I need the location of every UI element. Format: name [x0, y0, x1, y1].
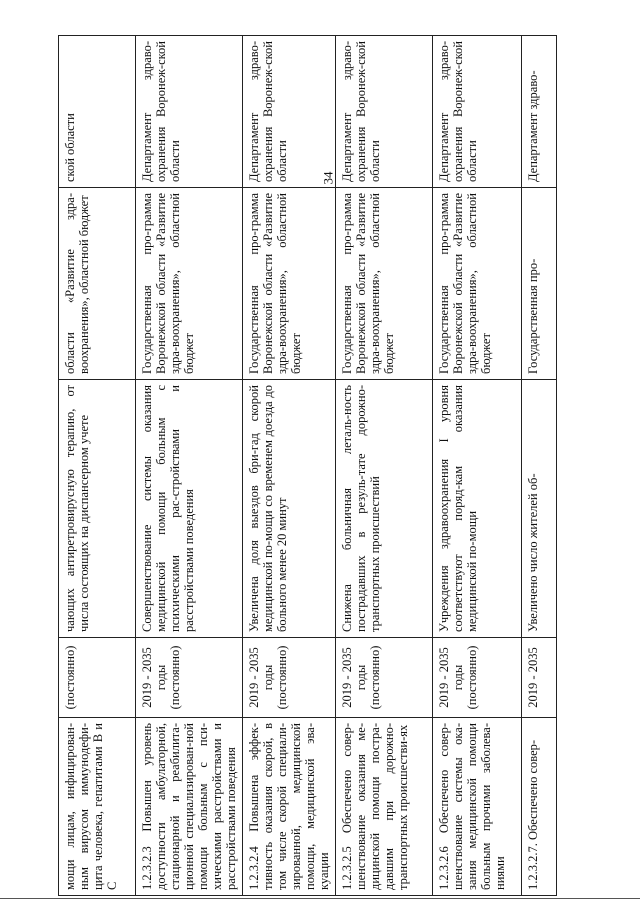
- table-row: [522, 36, 557, 896]
- page-edge-divider: [0, 898, 640, 899]
- executor-cell: Департамент здраво-охранения Воронеж-ской области: [336, 36, 433, 188]
- period-cell: 2019 - 2035 годы (постоянно): [433, 638, 522, 718]
- table-row: [336, 36, 433, 896]
- program-cell: области «Развитие здра-воохранения», областной бюджет: [59, 188, 136, 380]
- table-row: [433, 36, 522, 896]
- result-cell: Увеличено число жителей об-: [522, 380, 557, 638]
- measures-table: [58, 35, 557, 896]
- program-cell: Государственная про-грамма Воронежской области «Развитие здра-воохранения», областной бюджет: [136, 188, 243, 380]
- table-row: [59, 36, 136, 896]
- program-cell: Государственная про-грамма Воронежской области «Развитие здра-воохранения», областной бюджет: [336, 188, 433, 380]
- table-row: [136, 36, 243, 896]
- period-cell: 2019 - 2035 годы (постоянно): [243, 638, 336, 718]
- program-cell: Государственная про-: [522, 188, 557, 380]
- executor-cell: Департамент здраво-охранения Воронеж-ской области: [136, 36, 243, 188]
- result-cell: Совершенствование системы оказания медицинской помощи больным с психическими рас-стройствами и расстройствами поведения: [136, 380, 243, 638]
- result-cell: Увеличена доля выездов бри-гад скорой медицинской по-мощи со временем доезда до больного менее 20 минут: [243, 380, 336, 638]
- period-cell: 2019 - 2035 годы (постоянно): [336, 638, 433, 718]
- event-cell: 1.2.3.2.3 Повышен уровень доступности амбулаторной, стационарной и реабилита-ционной специализирован-ной помощи больным с пси-хическими расстройствами и расстройствами поведения: [136, 718, 243, 896]
- period-cell: 2019 - 2035: [522, 638, 557, 718]
- period-cell: 2019 - 2035 годы (постоянно): [136, 638, 243, 718]
- event-cell: 1.2.3.2.4 Повышена эффек-тивность оказания скорой, в том числе скорой специали-зированной, медицинской помощи, медицинской эва-куации: [243, 718, 336, 896]
- executor-cell: Департамент здраво-охранения Воронеж-ской области: [243, 36, 336, 188]
- event-cell: 1.2.3.2.6 Обеспечено совер-шенствование системы ока-зания медицинской помощи больным прочими заболева-ниями: [433, 718, 522, 896]
- executor-cell: Департамент здраво-: [522, 36, 557, 188]
- table-row: [243, 36, 336, 896]
- rotated-page-content: [58, 36, 586, 896]
- program-cell: Государственная про-грамма Воронежской области «Развитие здра-воохранения», областной бюджет: [243, 188, 336, 380]
- executor-cell: Департамент здраво-охранения Воронеж-ской области: [433, 36, 522, 188]
- event-cell: 1.2.3.2.5 Обеспечено совер-шенствование оказания ме-дицинской помощи постра-давшим при дорожно-транспортных происшестви-ях: [336, 718, 433, 896]
- page-number: 34: [320, 171, 336, 185]
- executor-cell: ской области: [59, 36, 136, 188]
- event-cell: мощи лицам, инфицирован-ным вирусом иммунодефи-цита человека, гепатитами В и С: [59, 718, 136, 896]
- program-cell: Государственная про-грамма Воронежской области «Развитие здра-воохранения», областной бюджет: [433, 188, 522, 380]
- period-cell: (постоянно): [59, 638, 136, 718]
- result-cell: Учреждения здравоохранения I уровня соответствуют поряд-кам оказания медицинской по-мощи: [433, 380, 522, 638]
- result-cell: чающих антиретровирусную терапию, от числа состоящих на диспансерном учете: [59, 380, 136, 638]
- event-cell: 1.2.3.2.7. Обеспечено совер-: [522, 718, 557, 896]
- result-cell: Снижена больничная леталь-ность пострадавших в резуль-тате дорожно-транспортных происшествий: [336, 380, 433, 638]
